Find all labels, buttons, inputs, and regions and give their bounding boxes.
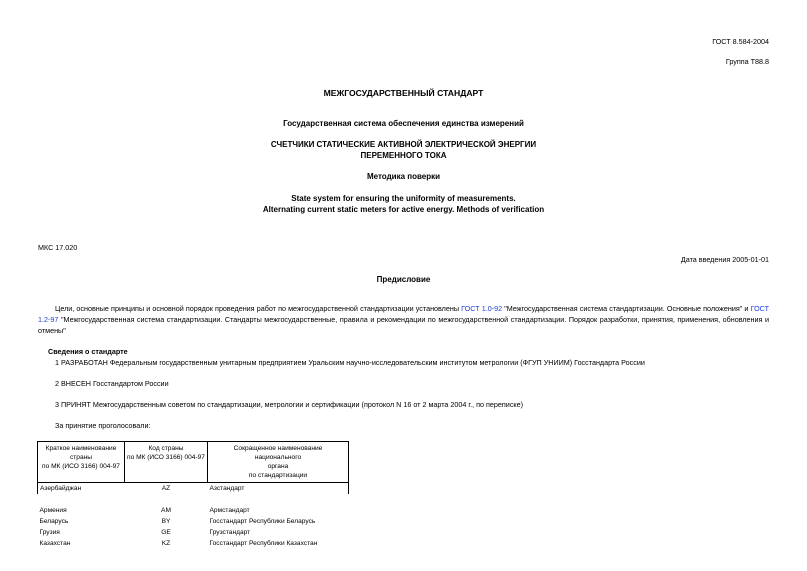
body-cell: Азстандарт <box>208 483 349 495</box>
header-line: страны <box>69 454 93 461</box>
body-cell: Госстандарт Республики Казахстан <box>209 540 318 547</box>
document-number: ГОСТ 8.584-2004 <box>712 37 769 46</box>
body-cell: Грузстандарт <box>209 529 251 536</box>
foreword-heading: Предисловие <box>376 275 431 284</box>
intro-date: Дата введения 2005-01-01 <box>680 255 769 264</box>
code-cell <box>125 494 208 505</box>
foreword-text-b: "Межгосударственная система стандартизации. Основные положения" и <box>502 304 751 313</box>
document-group: Группа Т88.8 <box>725 57 769 66</box>
header-line: Сокращенное наименование национального <box>233 445 323 461</box>
header-line: Код страны <box>148 445 184 452</box>
country-cell: Грузия <box>39 529 60 536</box>
column-header-country <box>38 442 125 483</box>
standard-name-line1: СЧЕТЧИКИ СТАТИЧЕСКИЕ АКТИВНОЙ ЭЛЕКТРИЧЕСКОЙ ЭНЕРГИИ <box>270 140 537 149</box>
system-title: Государственная система обеспечения единства измерений <box>283 119 524 128</box>
foreword-paragraph <box>38 303 769 336</box>
table-row <box>38 538 349 549</box>
english-title-line2: Alternating current static meters for active energy. Methods of verification <box>262 205 545 214</box>
code-cell: AZ <box>125 483 208 495</box>
column-header-body <box>208 442 349 483</box>
country-cell: Азербайджан <box>38 483 125 495</box>
table-row <box>38 505 349 516</box>
table-header-row <box>38 442 349 483</box>
code-cell: KZ <box>161 540 171 547</box>
body-cell: Армстандарт <box>209 507 250 514</box>
body-cell <box>208 494 349 505</box>
mks-code: МКС 17.020 <box>38 243 78 252</box>
country-cell: Казахстан <box>39 540 71 547</box>
voting-countries-table <box>37 441 349 549</box>
body-cell: Госстандарт Республики Беларусь <box>209 518 316 525</box>
header-line: по МК (ИСО 3166) 004-97 <box>127 454 205 461</box>
foreword-text-c: "Межгосударственная система стандартизации. Стандарты межгосударственные, правила и рекомендации по межгосударственной стандартизации. Порядок разработки, принятия, применения, обновления и отмены" <box>38 315 769 335</box>
interstate-standard-title: МЕЖГОСУДАРСТВЕННЫЙ СТАНДАРТ <box>323 88 484 98</box>
method-title: Методика поверки <box>366 172 441 181</box>
info-item-3: 3 ПРИНЯТ Межгосударственным советом по стандартизации, метрологии и сертификации (протокол N 16 от 2 марта 2004 г., по переписке) <box>55 400 524 409</box>
info-item-1: 1 РАЗРАБОТАН Федеральным государственным унитарным предприятием Уральским научно-исследовательским институтом метрологии (ФГУП УНИИМ) Госстандарта России <box>55 358 645 367</box>
code-cell: GE <box>161 529 171 536</box>
header-line: органа <box>267 463 289 470</box>
voted-label: За принятие проголосовали: <box>55 421 151 430</box>
header-line: Краткое наименование <box>45 445 117 452</box>
country-cell: Беларусь <box>39 518 69 525</box>
info-item-2: 2 ВНЕСЕН Госстандартом России <box>55 379 169 388</box>
gost-1-2-97-link[interactable]: ГОСТ 1.2-97 <box>38 304 769 324</box>
country-cell <box>38 494 125 505</box>
foreword-text-a: Цели, основные принципы и основной порядок проведения работ по межгосударственной стандартизации установлены <box>55 304 462 313</box>
standard-name-line2: ПЕРЕМЕННОГО ТОКА <box>360 151 447 160</box>
english-title-line1: State system for ensuring the uniformity of measurements. <box>291 194 516 203</box>
table-row <box>38 527 349 538</box>
code-cell: BY <box>161 518 171 525</box>
code-cell: AM <box>161 507 171 514</box>
table-row <box>38 483 349 495</box>
column-header-code <box>125 442 208 483</box>
table-row <box>38 494 349 505</box>
gost-1-0-92-link[interactable]: ГОСТ 1.0-92 <box>461 304 503 313</box>
standard-info-heading: Сведения о стандарте <box>48 347 128 356</box>
header-line: по стандартизации <box>248 472 308 479</box>
header-line: по МК (ИСО 3166) 004-97 <box>42 463 120 470</box>
country-cell: Армения <box>39 507 67 514</box>
table-row <box>38 516 349 527</box>
